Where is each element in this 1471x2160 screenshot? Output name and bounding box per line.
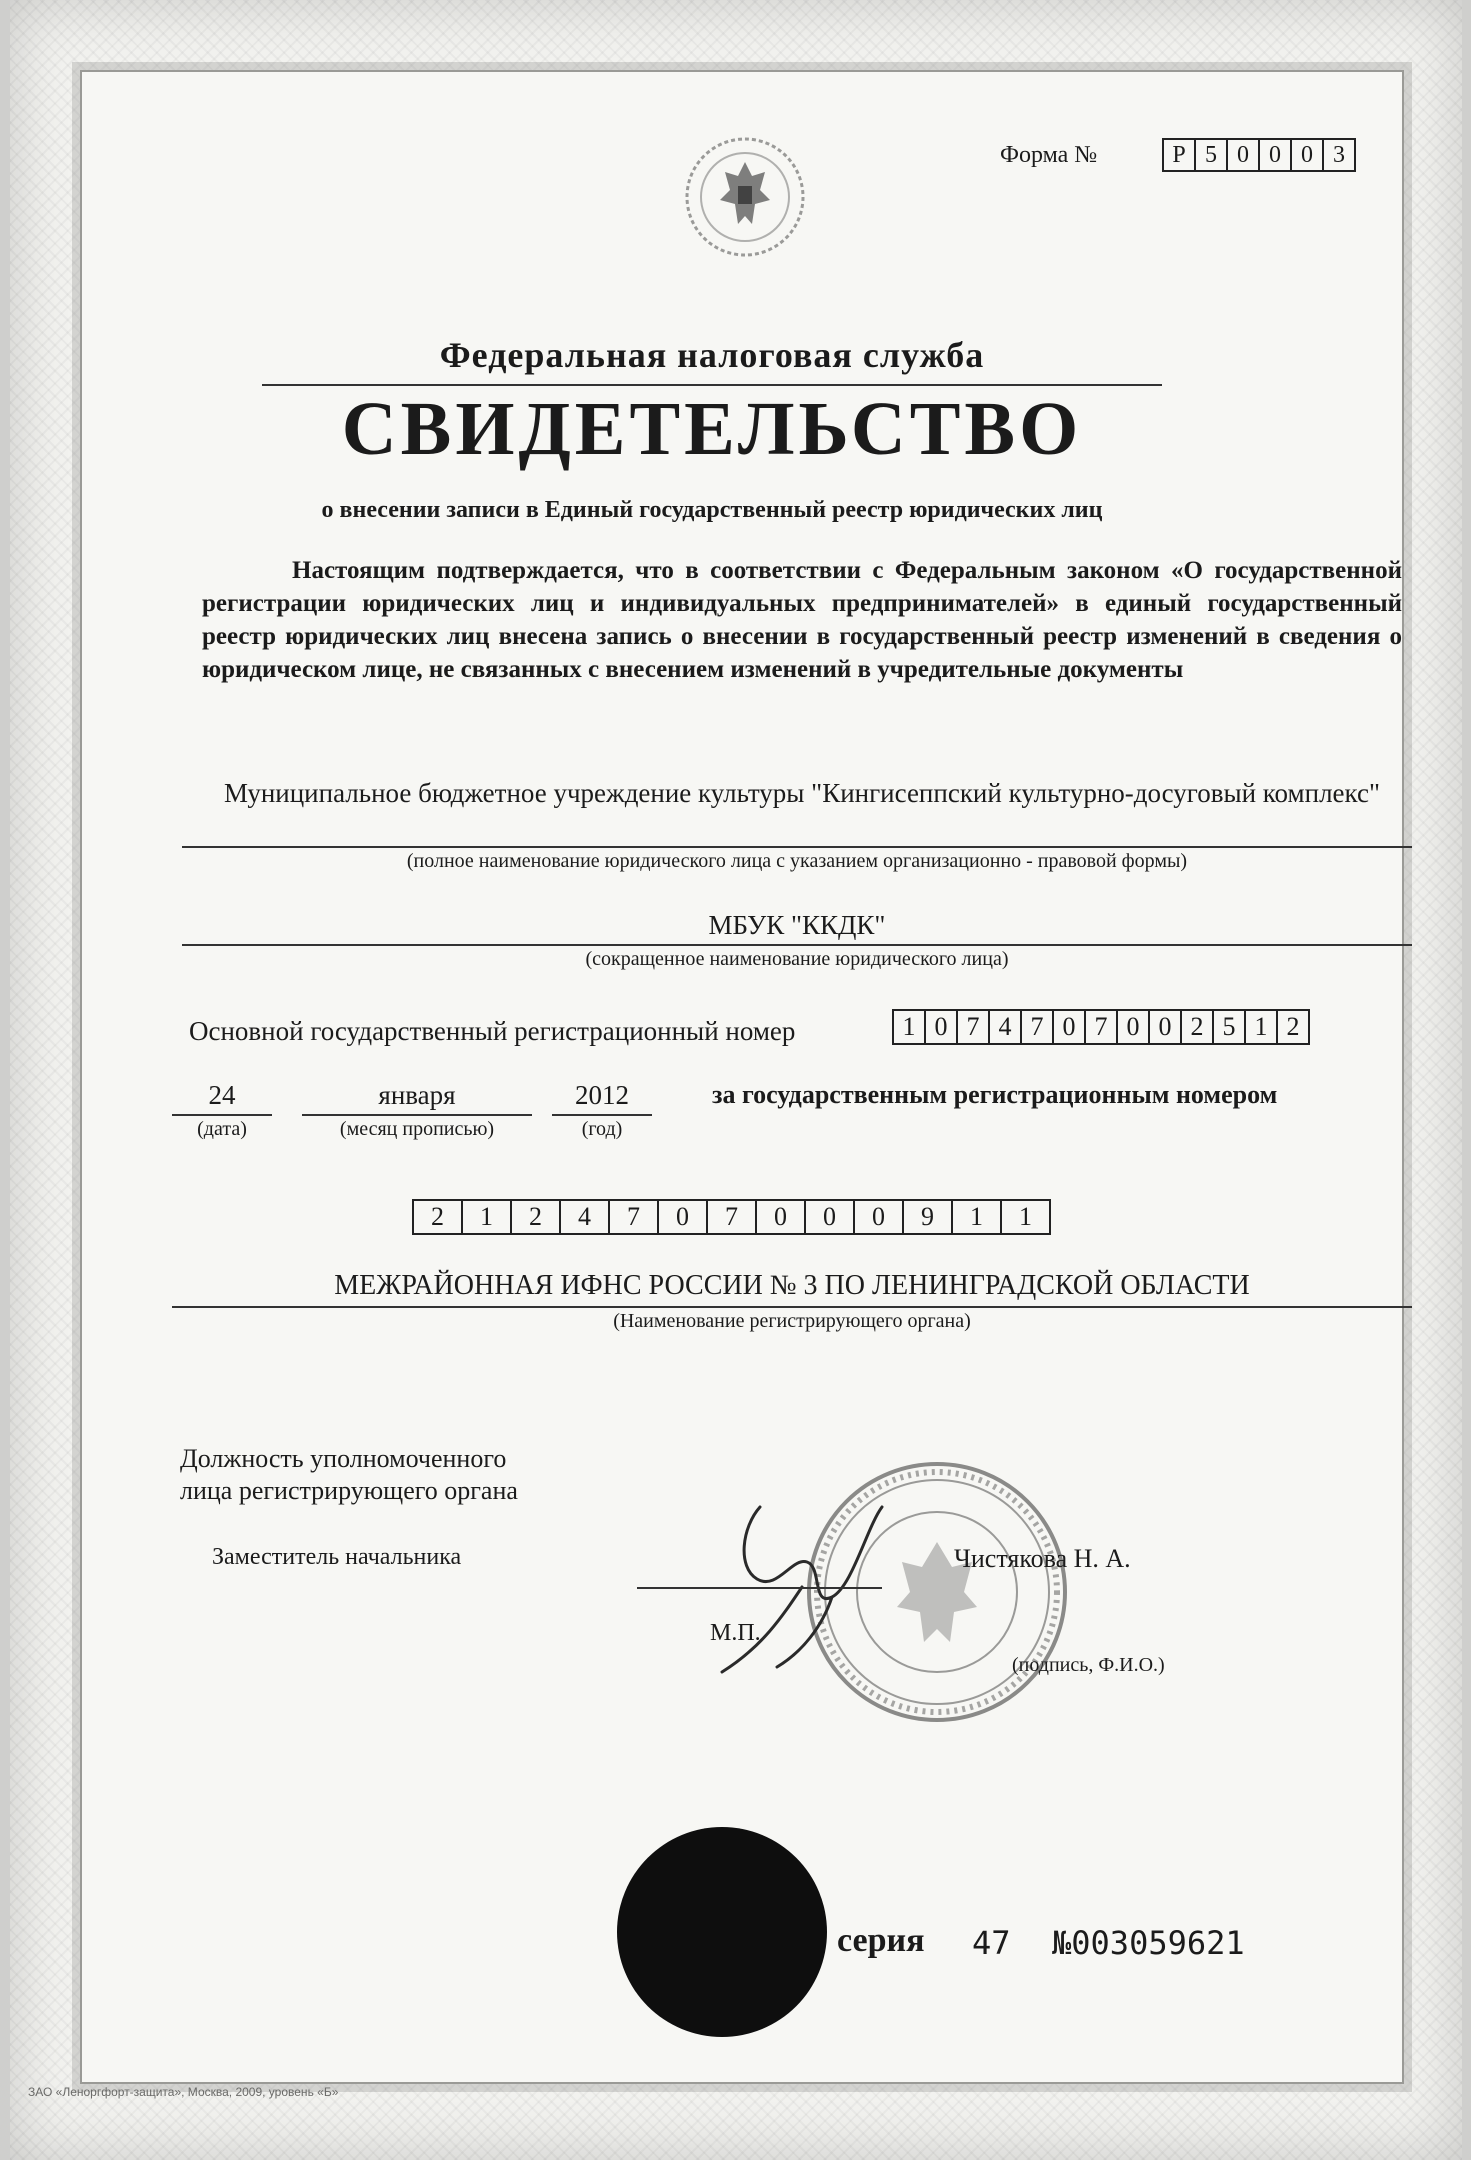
form-label: Форма №	[1000, 142, 1098, 168]
ogrn-digit: 0	[1150, 1011, 1182, 1043]
short-name-caption: (сокращенное наименование юридического лица)	[585, 948, 1009, 970]
full-name-underline	[182, 846, 1412, 848]
short-name-underline	[182, 944, 1412, 946]
entity-short-name: МБУК "ККДК"	[708, 910, 886, 940]
form-code-digit: 5	[1196, 140, 1228, 170]
form-code-digit: 0	[1260, 140, 1292, 170]
series-label: серия	[837, 1922, 925, 1959]
ogrn-digit: 1	[1246, 1011, 1278, 1043]
signature-line	[637, 1587, 882, 1589]
reg-month: января	[378, 1080, 456, 1110]
ogrn-digit: 4	[990, 1011, 1022, 1043]
entity-full-name: Муниципальное бюджетное учреждение культуры "Кингисеппский культурно-досуговый комплекс"	[224, 778, 1380, 808]
series-number: №003059621	[1052, 1924, 1245, 1962]
reg-number-digit: 2	[414, 1201, 463, 1233]
ogrn-digit: 7	[958, 1011, 990, 1043]
reg-number-digit: 7	[610, 1201, 659, 1233]
day-underline	[172, 1114, 272, 1116]
certificate-sheet	[10, 0, 1462, 2160]
signer-position: Заместитель начальника	[212, 1544, 462, 1570]
printer-imprint: ЗАО «Леноргфорт-защита», Москва, 2009, уровень «Б»	[28, 2085, 339, 2099]
day-caption: (дата)	[197, 1118, 247, 1140]
redaction-seal	[617, 1827, 827, 2037]
form-code-boxes	[1162, 138, 1356, 172]
ogrn-digit: 0	[1054, 1011, 1086, 1043]
certificate-frame	[80, 70, 1404, 2084]
stamp-place-mark: М.П.	[710, 1620, 761, 1646]
reg-number-digit: 0	[659, 1201, 708, 1233]
reg-number-digit: 0	[855, 1201, 904, 1233]
ogrn-digit: 2	[1182, 1011, 1214, 1043]
body-paragraph: Настоящим подтверждается, что в соответствии с Федеральным законом «О государственной регистрации юридических лиц и индивидуальных предпринимателей» в единый государственный реестр юридических лиц внесена запись о внесении в государственный реестр изменений в сведения о юридическом лице, не связанных с внесением изменений в учредительные документы	[202, 557, 1402, 683]
month-caption: (месяц прописью)	[339, 1118, 495, 1140]
ogrn-digit: 1	[894, 1011, 926, 1043]
reg-day: 24	[208, 1080, 236, 1110]
ogrn-boxes	[892, 1009, 1310, 1045]
full-name-caption: (полное наименование юридического лица с указанием организационно - правовой формы)	[406, 850, 1188, 872]
agency-name: Федеральная налоговая служба	[439, 335, 985, 375]
reg-number-digit: 9	[904, 1201, 953, 1233]
ogrn-label: Основной государственный регистрационный номер	[189, 1016, 796, 1046]
reg-year: 2012	[575, 1080, 629, 1110]
reg-number-digit: 4	[561, 1201, 610, 1233]
document-subtitle: о внесении записи в Единый государственный реестр юридических лиц	[321, 497, 1103, 523]
month-underline	[302, 1114, 532, 1116]
authority-underline	[172, 1306, 1412, 1308]
reg-number-digit: 1	[953, 1201, 1002, 1233]
authority-name: МЕЖРАЙОННАЯ ИФНС РОССИИ № 3 ПО ЛЕНИНГРАДСКОЙ ОБЛАСТИ	[334, 1270, 1250, 1301]
position-label-2: лица регистрирующего органа	[180, 1476, 518, 1505]
year-caption: (год)	[581, 1118, 623, 1140]
ogrn-digit: 0	[1118, 1011, 1150, 1043]
reg-number-digit: 0	[806, 1201, 855, 1233]
ogrn-digit: 7	[1086, 1011, 1118, 1043]
handwritten-signature-icon	[682, 1467, 912, 1697]
document-title: СВИДЕТЕЛЬСТВО	[341, 387, 1083, 471]
form-code-digit: 0	[1228, 140, 1260, 170]
reg-number-digit: 0	[757, 1201, 806, 1233]
ogrn-digit: 5	[1214, 1011, 1246, 1043]
series-value: 47	[972, 1924, 1011, 1962]
ogrn-digit: 0	[926, 1011, 958, 1043]
position-label-1: Должность уполномоченного	[180, 1444, 507, 1473]
emblem-icon	[680, 132, 810, 262]
reg-number-digit: 7	[708, 1201, 757, 1233]
signer-name: Чистякова Н. А.	[954, 1544, 1131, 1573]
form-code-digit: Р	[1164, 140, 1196, 170]
reg-number-digit: 1	[463, 1201, 512, 1233]
reg-number-digit: 1	[1019, 1202, 1032, 1231]
ogrn-digit: 7	[1022, 1011, 1054, 1043]
authority-caption: (Наименование регистрирующего органа)	[613, 1310, 971, 1332]
year-underline	[552, 1114, 652, 1116]
signature-caption: (подпись, Ф.И.О.)	[1012, 1654, 1165, 1676]
reg-number-digit: 2	[512, 1201, 561, 1233]
reg-number-label: за государственным регистрационным номером	[712, 1080, 1278, 1109]
reg-number-boxes	[412, 1199, 1051, 1235]
ogrn-digit: 2	[1286, 1012, 1300, 1041]
form-code-digit: 3	[1333, 142, 1345, 168]
form-code-digit: 0	[1292, 140, 1324, 170]
